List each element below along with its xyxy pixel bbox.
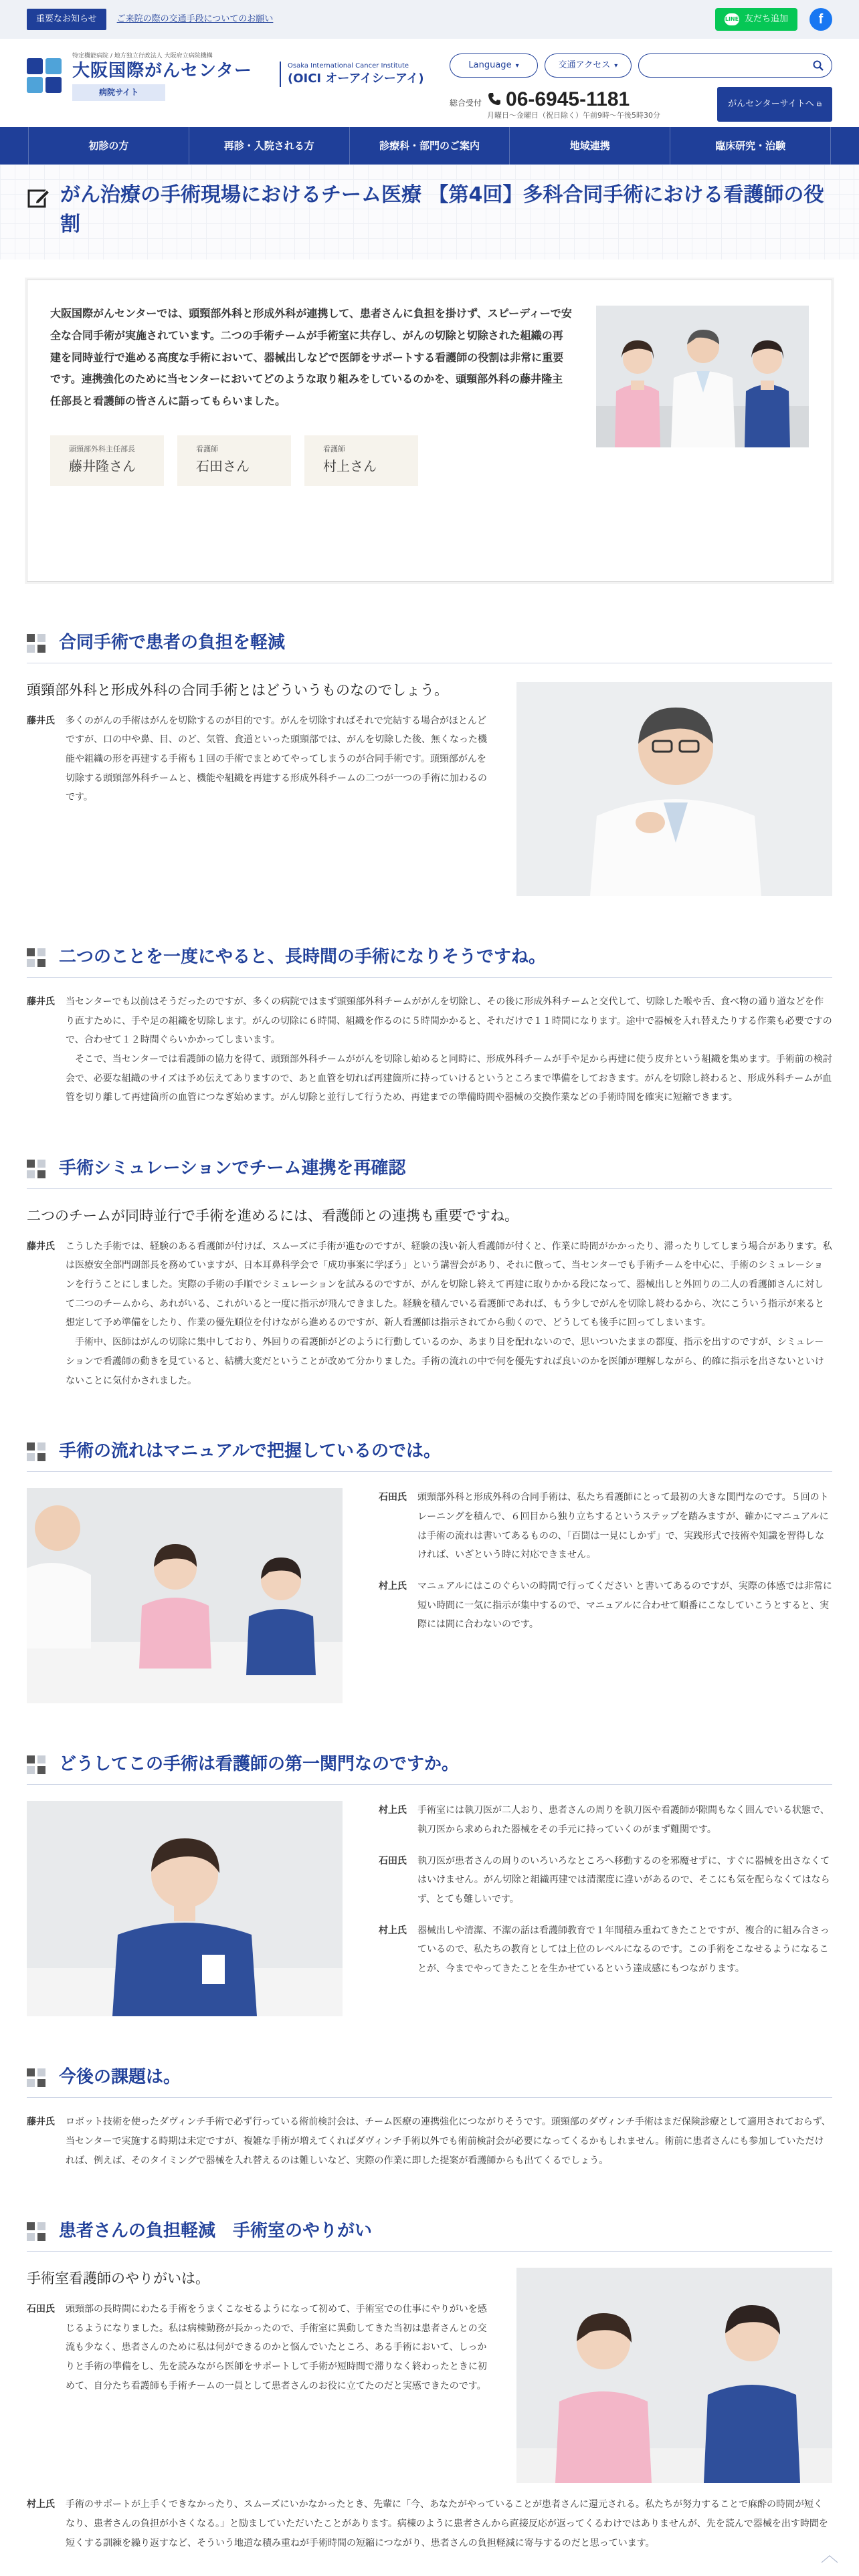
speaker-name: 石田氏 — [379, 1855, 407, 1866]
speech-block — [379, 1921, 832, 1979]
speech-text: 頭頸部外科と形成外科の合同手術は、私たち看護師にとって最初の大きな関門なのです。５回のトレーニングを積んで、６回目から独り立ちするというステップを踏みますが、確かにマニュアルには手術の流れは書いてあるものの、「百聞は一見にしかず」で、実践形式で技術や知識を習得しなければ、いざという時に対応できません。 — [417, 1492, 829, 1561]
access-button[interactable] — [545, 53, 632, 78]
person-name: 藤井隆さん — [69, 457, 136, 474]
section-simulation — [27, 1156, 832, 1390]
page-title: がん治療の手術現場におけるチーム医療 【第4回】多科合同手術における看護師の役割 — [60, 183, 824, 236]
search-icon[interactable] — [813, 60, 824, 71]
person-role: 看護師 — [196, 444, 218, 453]
team-discussion-photo — [27, 1488, 343, 1703]
section-heading-icon — [27, 948, 45, 967]
group-photo — [596, 306, 809, 447]
speech-block — [27, 712, 490, 807]
logo-subtitle: 特定機能病院 / 地方独立行政法人 大阪府立病院機構 — [72, 53, 213, 60]
line-button-label: 友だち追加 — [744, 13, 788, 24]
logo-mark-icon — [27, 58, 64, 96]
site-logo[interactable] — [27, 52, 252, 101]
section-heading-icon — [27, 2222, 45, 2241]
chevron-up-icon[interactable]: ︿ — [820, 2546, 838, 2566]
chevron-down-icon: ▾ — [515, 62, 519, 70]
speaker-name: 村上氏 — [27, 2499, 55, 2510]
person-role: 頭頸部外科主任部長 — [69, 444, 135, 453]
phone-number-text: 06-6945-1181 — [506, 88, 630, 110]
intro-box — [27, 280, 832, 582]
section-manual — [27, 1438, 832, 1703]
speech-block — [379, 1852, 832, 1909]
speech-block — [27, 2113, 832, 2170]
speech-text: 器械出しや清潔、不潔の話は看護師教育で１年間積み重ねてきたことですが、複合的に組み合さっているので、私たちの教育としては上位のレベルになるのです。この手術をこなせるようになることが、今までやってきたことを生かせているという達成感にもつながります。 — [417, 1925, 830, 1975]
oici-english: Osaka International Cancer Institute — [288, 62, 409, 70]
speech-block — [27, 992, 832, 1107]
hospital-site-badge: 病院サイト — [72, 84, 165, 101]
notice-link[interactable]: ご来院の際の交通手段についてのお願い — [116, 13, 274, 24]
section-heading-icon — [27, 2068, 45, 2087]
nurses-photo — [516, 2268, 832, 2483]
search-box — [638, 53, 832, 78]
nav-first-visit[interactable]: 初診の方 — [28, 127, 189, 165]
speech-block — [379, 1577, 832, 1634]
speech-block — [27, 2495, 832, 2553]
notice-bar — [0, 0, 859, 39]
section-title: 手術の流れはマニュアルで把握しているのでは。 — [59, 1441, 441, 1462]
nav-departments[interactable]: 診療科・部門のご案内 — [349, 127, 510, 165]
speaker-name: 藤井氏 — [27, 996, 55, 1007]
person-name: 村上さん — [323, 457, 377, 474]
speech-text: マニュアルにはこのぐらいの時間で行ってください と書いてあるのですが、実際の体感では非常に短い時間に一気に指示が集中するので、マニュアルに合わせて順番にこなしていこうとすると、実際には間に合わないのです。 — [417, 1580, 832, 1630]
pencil-edit-icon — [27, 186, 51, 210]
speech-block — [379, 1801, 832, 1839]
site-header — [0, 39, 859, 127]
section-heading-icon — [27, 1160, 45, 1178]
person-card — [304, 435, 418, 486]
nav-clinical-research[interactable]: 臨床研究・治験 — [670, 127, 831, 165]
cancer-center-site-label: がんセンターサイトへ — [728, 98, 814, 109]
section-joint-surgery — [27, 630, 832, 896]
reception-hours: 月曜日〜金曜日（祝日除く）午前9時〜午後5時30分 — [487, 110, 661, 120]
language-label: Language — [468, 60, 512, 70]
speech-text: そこで、当センターでは看護師の協力を得て、頭頸部外科チームががんを切除し始めると同時に、形成外科チームが手や足から再建に使う皮弁という組織を集めます。手術前の検討会で、必要な組織のサイズは予め伝えてありますので、あと血管を切れば再建箇所に持っていけるというところまで準備をしておきます。がんを切除し終わると、形成外科チームが血管を切り離して再建箇所の血管につなぎ始めます。がん切除と並行して行うため、再建までの準備時間や器械の交換作業などの手術時間を確実に短縮できます。 — [66, 1054, 832, 1103]
interviewee-list — [50, 435, 572, 486]
section-title: 今後の課題は。 — [59, 2067, 181, 2088]
speech-block — [379, 1488, 832, 1565]
speaker-name: 藤井氏 — [27, 2117, 55, 2128]
speech-text: 手術室には執刀医が二人おり、患者さんの周りを執刀医や看護師が隙間もなく囲んでいる状態で、執刀医から求められた器械をその手元に持っていくのがまず難関です。 — [417, 1805, 830, 1835]
section-heading-icon — [27, 634, 45, 653]
section-title: 二つのことを一度にやると、長時間の手術になりそうですね。 — [59, 947, 547, 967]
section-title: 患者さんの負担軽減 手術室のやりがい — [59, 2221, 373, 2242]
oici-japanese: (OICI オーアイシーアイ) — [288, 72, 424, 86]
phone-icon — [487, 92, 502, 106]
line-icon: LINE — [725, 13, 739, 25]
speech-text: 手術のサポートが上手くできなかったり、スムーズにいかなかったとき、先輩に「今、あなたがやっていることが患者さんに還元される。私たちが努力することで麻酔の時間が短くなり、患者さんの負担が小さくなる。」と励ましていただいたことがあります。病棟のように患者さんから直接反応が返ってくるわけではありませんが、先を読んで器械を出す時間を短くする訓練を繰り返すなど、そういう地道な積み重ねが手術時間の短縮につながり、患者さんの負担軽減に寄与するのだと思っています。 — [66, 2499, 828, 2549]
interview-question: 頭頸部外科と形成外科の合同手術とはどういうものなのでしょう。 — [27, 682, 448, 698]
nav-revisit-admission[interactable]: 再診・入院される方 — [189, 127, 349, 165]
line-add-friend-button[interactable] — [715, 8, 797, 31]
section-heading-icon — [27, 1442, 45, 1461]
logo-title: 大阪国際がんセンター — [72, 60, 252, 81]
speaker-name: 村上氏 — [379, 1925, 407, 1936]
speaker-name: 藤井氏 — [27, 1241, 55, 1252]
phone-number[interactable] — [487, 88, 660, 110]
speech-text: こうした手術では、経験のある看護師が付けば、スムーズに手術が進むのですが、経験の浅い新人看護師が付くと、作業に時間がかかったり、滞ったりしてしまう場合があります。私は医療安全部門副部長を務めていますが、日本耳鼻科学会で「成功事案に学ぼう」という講習会があり、それに倣って、当センターでも手術チームを中心に、手術のシミュレーションを行うことにしました。実際の手術の手順でシミュレーションを試みるのですが、がんを切除し終えて再建に取りかかる段になって、器械出しと外回りの二人の看護師さんに対して二つのチームから、あれがいる、これがいると一度に指示が飛んできました。経験を積んでいる看護師であれば、もう少しでがんを切除し終わるから、次にこういう指示が来ると想定して予め準備をしたり、作業の優先順位を付けながら進めるのですが、新人看護師は指示されてから動くので、どうしても後手に回ってしまいます。 — [66, 1241, 832, 1329]
speech-text: ロボット技術を使ったダヴィンチ手術で必ず行っている術前検討会は、チーム医療の連携強化につながりそうです。頭頸部のダヴィンチ手術はまだ保険診療として適用されておらず、当センターで実施する時期は未定ですが、複雑な手術が増えてくればダヴィンチ手術以外でも術前検討会が必要になってくるかもしれません。術前に患者さんにも参加していただければ、例えば、そのタイミングで器械を入れ替えるのは難しいなど、実際の作業に即した提案が看護師からも出てくるでしょう。 — [66, 2117, 831, 2166]
person-card — [50, 435, 164, 486]
global-nav — [0, 127, 859, 165]
tel-label: 総合受付 — [450, 98, 482, 108]
chevron-down-icon: ▾ — [614, 62, 618, 70]
facebook-icon[interactable]: f — [809, 8, 832, 31]
nav-community[interactable]: 地域連携 — [509, 127, 670, 165]
speech-text: 当センターでも以前はそうだったのですが、多くの病院ではまず頭頸部外科チームががんを切除し、その後に形成外科チームと交代して、切除した喉や舌、食べ物の通り道などを作り直すために、手や足の組織を切除します。がんの切除に６時間、組織を作るのに５時間かかると、それだけで１１時間になります。途中で器械を入れ替えたりする作業も必要ですので、合わせて１２時間ぐらいかかってしまいます。 — [66, 996, 832, 1046]
search-input[interactable] — [647, 61, 801, 71]
section-future-issues — [27, 2064, 832, 2170]
speaker-name: 村上氏 — [379, 1580, 407, 1592]
person-name: 石田さん — [196, 457, 250, 474]
oici-logo[interactable] — [280, 62, 424, 87]
speech-block — [27, 1237, 832, 1391]
section-title: 合同手術で患者の負担を軽減 — [59, 633, 286, 653]
speech-text: 執刀医が患者さんの周りのいろいろなところへ移動するのを邪魔せずに、すぐに器械を出さなくてはいけません。がん切除と組織再建では清潔度に違いがあるので、そこにも気を配らなくてはならず、とても難しいです。 — [417, 1855, 830, 1905]
speaker-name: 村上氏 — [379, 1805, 407, 1816]
speech-block — [27, 2300, 490, 2395]
notice-label: 重要なお知らせ — [27, 9, 106, 31]
doctor-photo — [516, 682, 832, 896]
speaker-name: 藤井氏 — [27, 715, 55, 726]
speech-text: 頭頸部の長時間にわたる手術をうまくこなせるようになって初めて、手術室での仕事にやりがいを感じるようになりました。私は病棟勤務が長かったので、手術室に異動してきた当初は患者さんとの交流も少なく、患者さんのために私は何ができるのかと悩んでいたところ、ある手術において、しっかりと手術の準備をし、先を読みながら医師をサポートして手術が短時間で滞りなく終わったときに初めて、自分たち看護師も手術チームの一員として患者さんのお役に立てたのだと実感できたのです。 — [66, 2303, 487, 2391]
cancer-center-site-button[interactable] — [717, 87, 832, 122]
speaker-name: 石田氏 — [27, 2303, 55, 2315]
interview-question: 手術室看護師のやりがいは。 — [27, 2270, 209, 2287]
speech-text: 手術中、医師はがんの切除に集中しており、外回りの看護師がどのように行動しているのか、あまり目を配れないので、思いついたままの都度、指示を出すのですが、シミュレーションで看護師の動きを見ていると、結構大変だということが改めて分かりました。手術の流れの中で何を優先すれば良いのかを医師が理解しながら、的確に指示を出さないといけないことに気付かされました。 — [66, 1337, 824, 1386]
section-rewarding-work — [27, 2218, 832, 2553]
nurse-photo — [27, 1801, 343, 2016]
person-role: 看護師 — [323, 444, 345, 453]
section-heading-icon — [27, 1755, 45, 1774]
section-title: 手術シミュレーションでチーム連携を再確認 — [59, 1158, 406, 1179]
interview-question: 二つのチームが同時並行で手術を進めるには、看護師との連携も重要ですね。 — [27, 1208, 518, 1224]
section-first-barrier — [27, 1751, 832, 2016]
intro-text: 大阪国際がんセンターでは、頭頸部外科と形成外科が連携して、患者さんに負担を掛けず、スピーディーで安全な合同手術が実施されています。二つの手術チームが手術室に共存し、がんの切除と切除された組織の再建を同時並行で進める高度な手術において、器械出しなどで医師をサポートする看護師の役割は非常に重要です。連携強化のために当センターにおいてどのような取り組みをしているのかを、頭頸部外科の藤井隆主任部長と看護師の皆さんに語ってもらいました。 — [50, 307, 572, 408]
section-long-surgery — [27, 944, 832, 1107]
speaker-name: 石田氏 — [379, 1492, 407, 1503]
speech-text: 多くのがんの手術はがんを切除するのが目的です。がんを切除すればそれで完結する場合がほとんどですが、口の中や鼻、目、のど、気管、食道といった頭頸部では、がんを切除した後、無くなった機能や組織の形を再建する手術も１回の手術でまとめてやってしまうのが合同手術です。頭頸部がんを切除する頭頸部外科チームと、機能や組織を再建する形成外科チームの二つが一つの手術に加わるのです。 — [66, 715, 487, 803]
section-title: どうしてこの手術は看護師の第一関門なのですか。 — [59, 1754, 460, 1775]
access-label: 交通アクセス — [558, 60, 611, 70]
external-link-icon: ⧉ — [816, 100, 822, 108]
page-title-band — [0, 165, 859, 259]
person-card — [177, 435, 291, 486]
language-select[interactable] — [450, 53, 538, 78]
